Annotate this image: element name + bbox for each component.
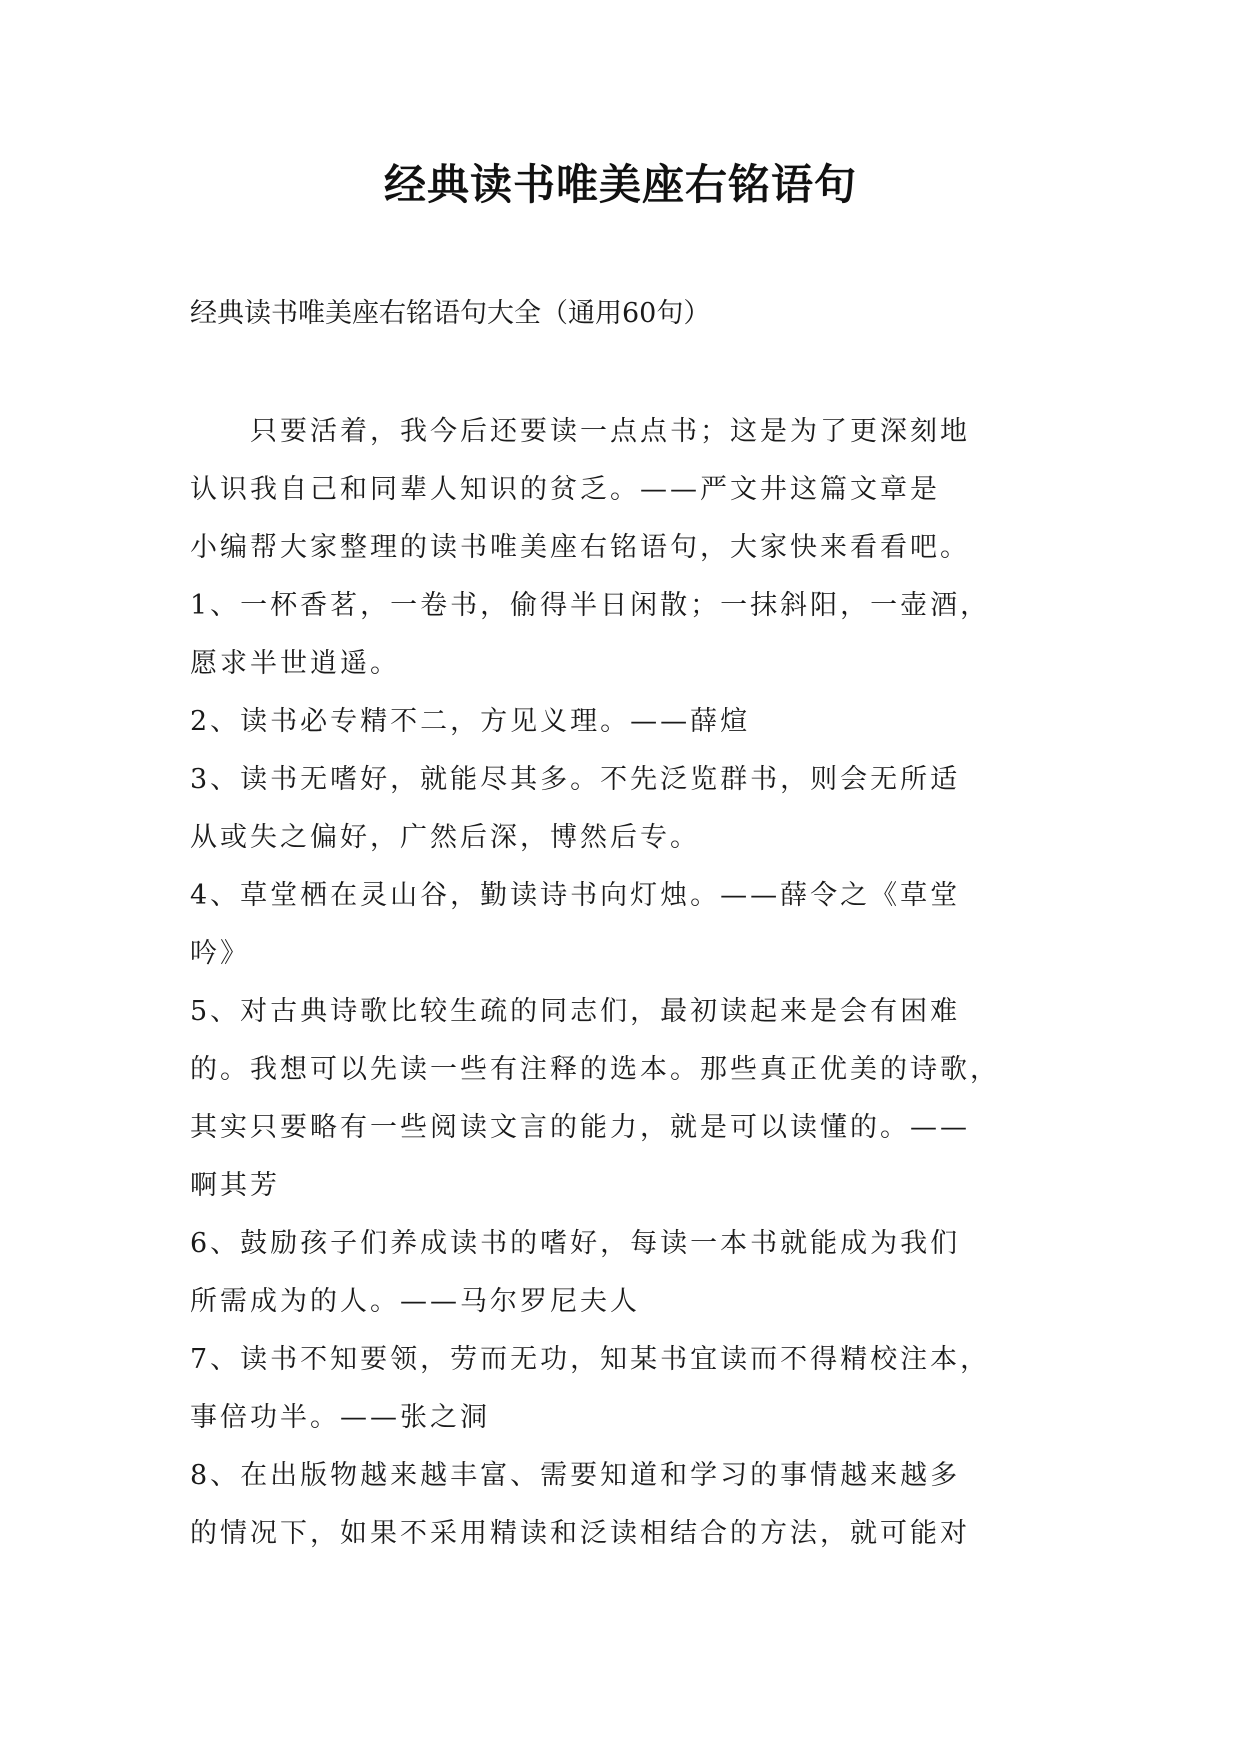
quote-item-line: 3、读书无嗜好，就能尽其多。不先泛览群书，则会无所适	[190, 764, 961, 795]
quote-item-line: 的情况下，如果不采用精读和泛读相结合的方法，就可能对	[190, 1518, 970, 1549]
quote-item-line: 5、对古典诗歌比较生疏的同志们，最初读起来是会有困难	[190, 996, 961, 1027]
quote-item-line: 7、读书不知要领，劳而无功，知某书宜读而不得精校注本，	[190, 1344, 991, 1375]
quote-item-line: 啊其芳	[190, 1170, 280, 1201]
quote-item-line: 的。我想可以先读一些有注释的选本。那些真正优美的诗歌，	[190, 1054, 1000, 1085]
paragraph-line: 认识我自己和同辈人知识的贫乏。——严文井这篇文章是	[190, 474, 940, 505]
quote-item-line: 4、草堂栖在灵山谷，勤读诗书向灯烛。——薛令之《草堂	[190, 880, 961, 911]
quote-item-line: 其实只要略有一些阅读文言的能力，就是可以读懂的。——	[190, 1112, 970, 1143]
quote-item-line: 愿求半世逍遥。	[190, 648, 400, 679]
document-body	[190, 403, 1070, 1563]
quote-item-line: 事倍功半。——张之洞	[190, 1402, 490, 1433]
paragraph-line: 小编帮大家整理的读书唯美座右铭语句，大家快来看看吧。	[190, 532, 970, 563]
document-subtitle: 经典读书唯美座右铭语句大全（通用60句）	[190, 298, 711, 329]
quote-item-line: 所需成为的人。——马尔罗尼夫人	[190, 1286, 640, 1317]
quote-item-line: 从或失之偏好，广然后深，博然后专。	[190, 822, 700, 853]
document-title: 经典读书唯美座右铭语句	[383, 160, 857, 209]
quote-item-line: 6、鼓励孩子们养成读书的嗜好，每读一本书就能成为我们	[190, 1228, 961, 1259]
quote-item-line: 1、一杯香茗，一卷书，偷得半日闲散；一抹斜阳，一壶酒，	[190, 590, 991, 621]
quote-item-line: 8、在出版物越来越丰富、需要知道和学习的事情越来越多	[190, 1460, 961, 1491]
paragraph-line: 只要活着，我今后还要读一点点书；这是为了更深刻地	[250, 416, 970, 447]
quote-item-line: 2、读书必专精不二，方见义理。——薛煊	[190, 706, 751, 737]
quote-item-line: 吟》	[190, 938, 250, 969]
